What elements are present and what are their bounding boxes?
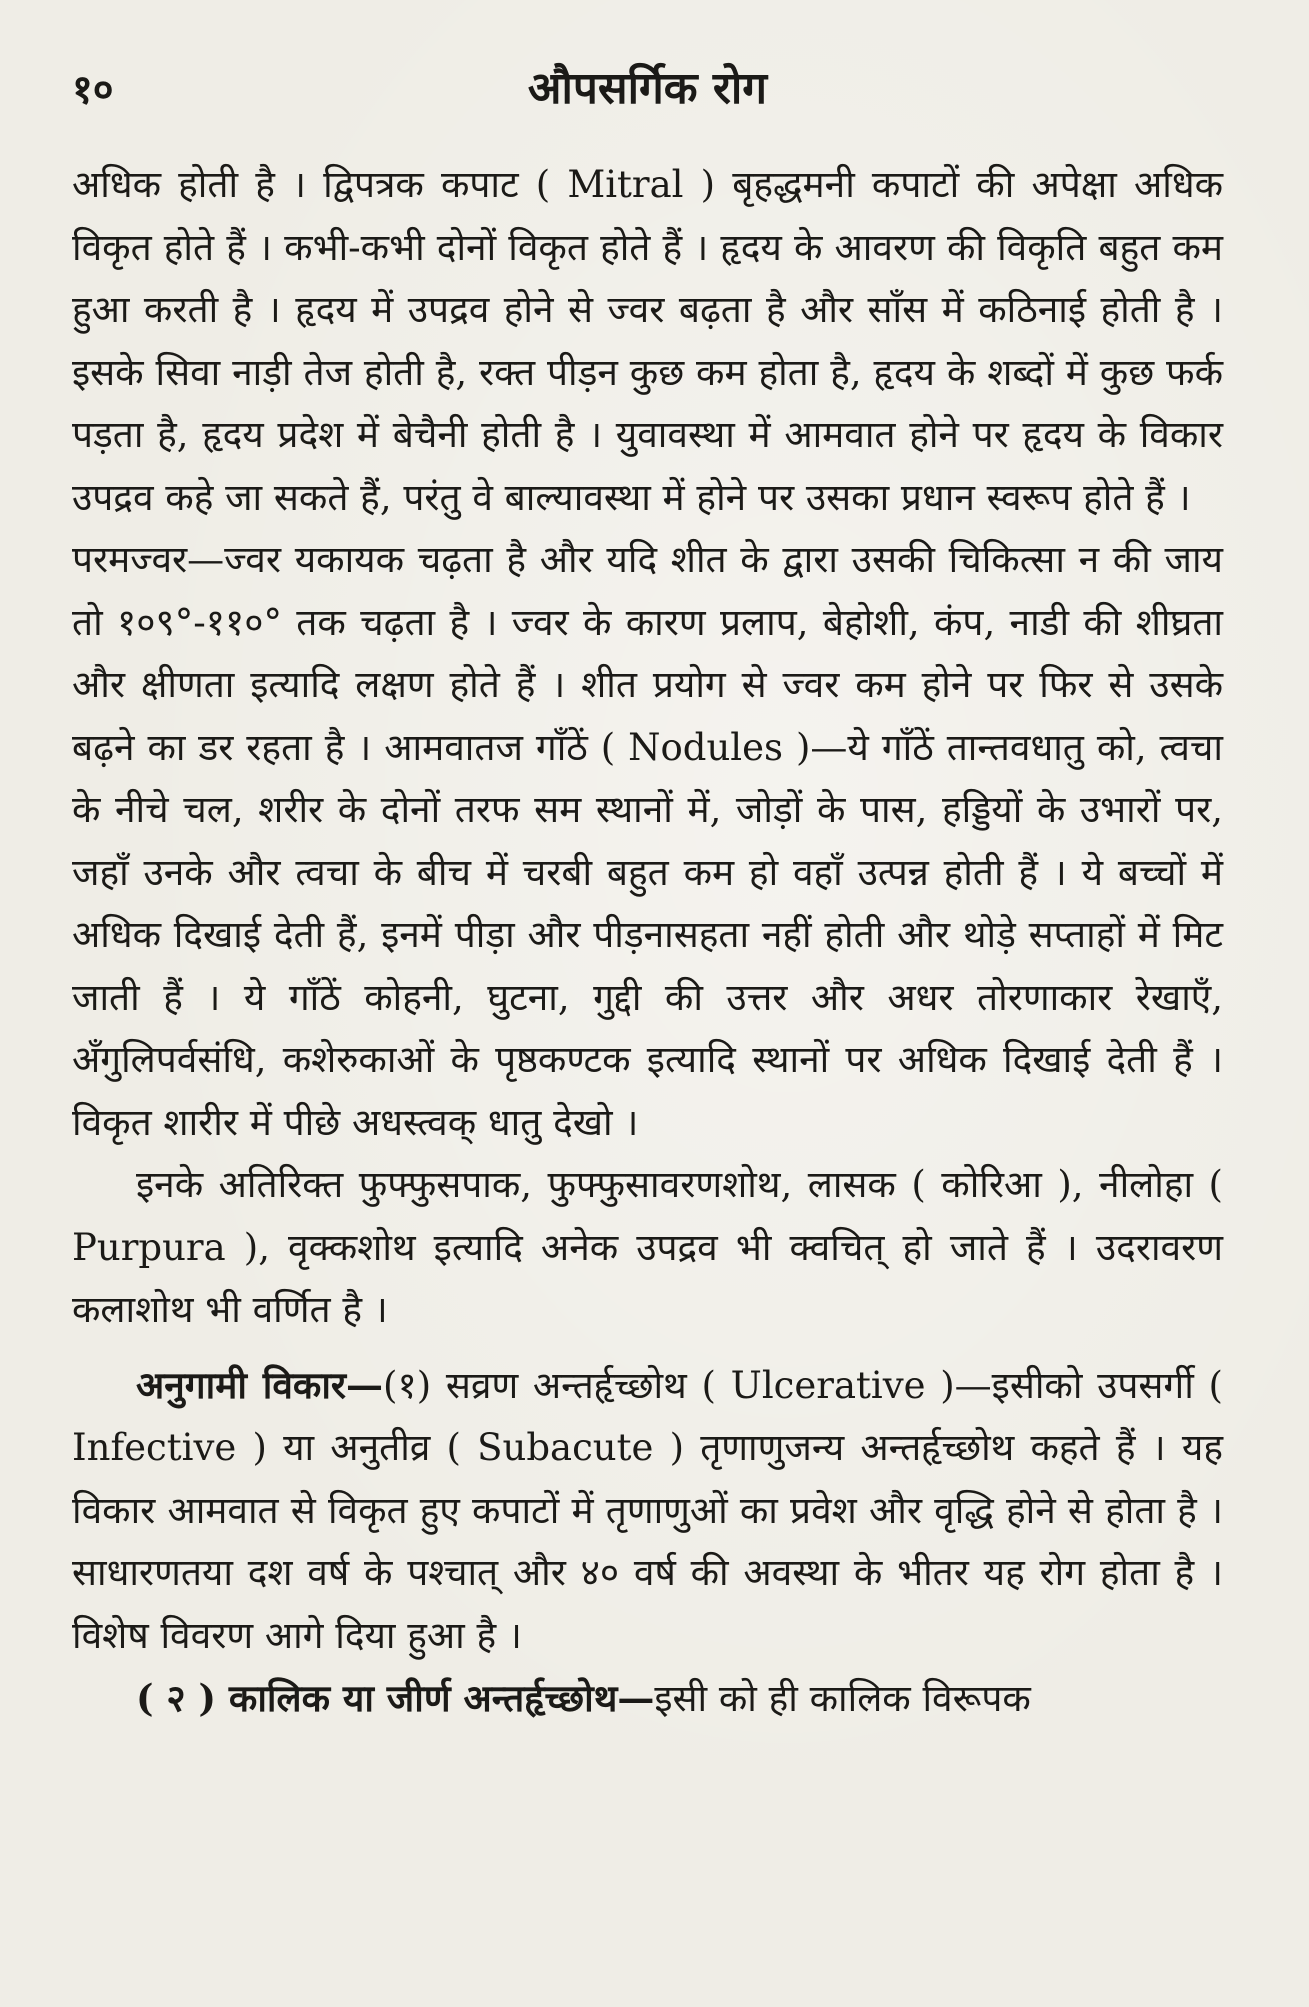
paragraph-2-text: परमज्वर—ज्वर यकायक चढ़ता है और यदि शीत के द्वारा उसकी चिकित्सा न की जाय तो १०९°-११०° तक चढ़ता है । ज्वर के कारण प्रलाप, बेहोशी, कंप, नाडी की शीघ्रता और क्षीणता इत्यादि लक्षण होते हैं । शीत प्रयोग से ज्वर कम होने पर फिर से उसके बढ़ने का डर रहता है । आमवातज गाँठें ( Nodules )—ये गाँठें तान्तवधातु को, त्वचा के नीचे चल, शरीर के दोनों तरफ सम स्थानों में, जोड़ों के पास, हड्डियों के उभारों पर, जहाँ उनके और त्वचा के बीच में चरबी बहुत कम हो वहाँ उत्पन्न होती हैं । ये बच्चों में अधिक दिखाई देती हैं, इनमें पीड़ा और पीड़नासहता नहीं होती और थोड़े सप्ताहों में मिट जाती हैं । ये गाँठें कोहनी, घुटना, गुद्दी की उत्तर और अधर तोरणाकार रेखाएँ, अँगुलिपर्वसंधि, कशेरुकाओं के पृष्ठकण्टक इत्यादि स्थानों पर अधिक दिखाई देती हैं । विकृत शारीर में पीछे अधस्त्वक् धातु देखो । <box>72 538 1223 1144</box>
paragraph-5-text: इसी को ही कालिक विरूपक <box>654 1677 1031 1720</box>
section-heading-sequelae: अनुगामी विकार— <box>136 1362 384 1407</box>
section-heading-chronic-endocarditis: ( २ ) कालिक या जीर्ण अन्तर्हृच्छोथ— <box>136 1676 655 1720</box>
paragraph-2 <box>72 529 1223 1154</box>
paragraph-4-text: (१) सव्रण अन्तर्हृच्छोथ ( Ulcerative )—इसीको उपसर्गी ( Infective ) या अनुतीव्र ( Subacute ) तृणाणुजन्य अन्तर्हृच्छोथ कहते हैं । यह विकार आमवात से विकृत हुए कपाटों में तृणाणुओं का प्रवेश और वृद्धि होने से होता है । साधारणतया दश वर्ष के पश्चात् और ४० वर्ष की अवस्था के भीतर यह रोग होता है । विशेष विवरण आगे दिया हुआ है । <box>72 1363 1223 1657</box>
paragraph-3 <box>72 1154 1223 1342</box>
running-title: औपसर्गिक रोग <box>527 63 768 114</box>
page-number: १० <box>72 66 114 113</box>
paragraph-3-text: इनके अतिरिक्त फुफ्फुसपाक, फुफ्फुसावरणशोथ, लासक ( कोरिआ ), नीलोहा ( Purpura ), वृक्कशोथ इत्यादि अनेक उपद्रव भी क्वचित् हो जाते हैं । उदरावरण कलाशोथ भी वर्णित है । <box>72 1163 1223 1331</box>
running-head <box>72 56 1223 126</box>
paragraph-5 <box>72 1667 1223 1731</box>
paragraph-1-text: अधिक होती है । द्विपत्रक कपाट ( Mitral ) बृहद्धमनी कपाटों की अपेक्षा अधिक विकृत होते हैं । कभी-कभी दोनों विकृत होते हैं । हृदय के आवरण की विकृति बहुत कम हुआ करती है । हृदय में उपद्रव होने से ज्वर बढ़ता है और साँस में कठिनाई होती है । इसके सिवा नाड़ी तेज होती है, रक्त पीड़न कुछ कम होता है, हृदय के शब्दों में कुछ फर्क पड़ता है, हृदय प्रदेश में बेचैनी होती है । युवावस्था में आमवात होने पर हृदय के विकार उपद्रव कहे जा सकते हैं, परंतु वे बाल्यावस्था में होने पर उसका प्रधान स्वरूप होते हैं । <box>72 163 1223 519</box>
paragraph-1 <box>72 154 1223 529</box>
paragraph-4 <box>72 1354 1223 1668</box>
